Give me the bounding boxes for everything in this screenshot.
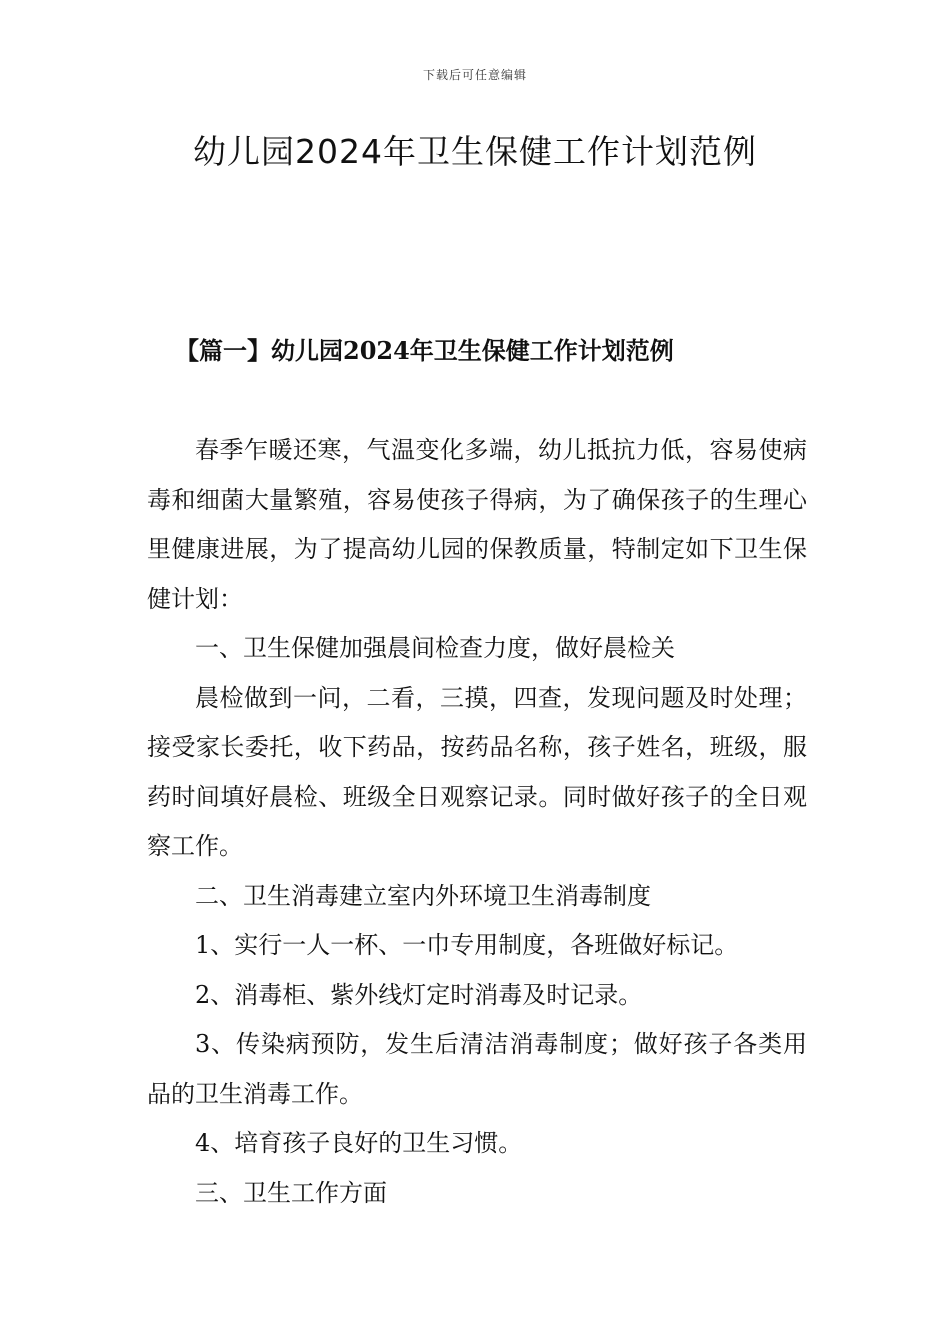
paragraph-heading-1: 一、卫生保健加强晨间检查力度，做好晨检关 [195, 634, 675, 662]
paragraph-item-3: 3、传染病预防，发生后清洁消毒制度；做好孩子各类用品的卫生消毒工作。 [147, 1030, 807, 1108]
paragraph-item-2: 2、消毒柜、紫外线灯定时消毒及时记录。 [195, 980, 643, 1009]
paragraph-heading-3: 三、卫生工作方面 [195, 1178, 387, 1207]
paragraph-item-1: 1、实行一人一杯、一巾专用制度，各班做好标记。 [195, 931, 739, 959]
section-title: 【篇一】幼儿园2024年卫生保健工作计划范例 [175, 336, 674, 365]
paragraph-intro: 春季乍暖还寒，气温变化多端，幼儿抵抗力低，容易使病毒和细菌大量繁殖，容易使孩子得病，为了确保孩子的生理心里健康进展，为了提高幼儿园的保教质量，特制定如下卫生保健计划： [147, 436, 807, 613]
document-title: 幼儿园2024年卫生保健工作计划范例 [193, 132, 757, 171]
paragraph-morning-check: 晨检做到一问，二看，三摸，四查，发现问题及时处理；接受家长委托，收下药品，按药品名称，孩子姓名，班级，服药时间填好晨检、班级全日观察记录。同时做好孩子的全日观察工作。 [147, 683, 807, 860]
paragraph-heading-2: 二、卫生消毒建立室内外环境卫生消毒制度 [195, 881, 651, 910]
paragraph-item-4: 4、培育孩子良好的卫生习惯。 [195, 1129, 523, 1157]
header-note: 下载后可任意编辑 [422, 68, 527, 82]
document-body [147, 426, 807, 1218]
